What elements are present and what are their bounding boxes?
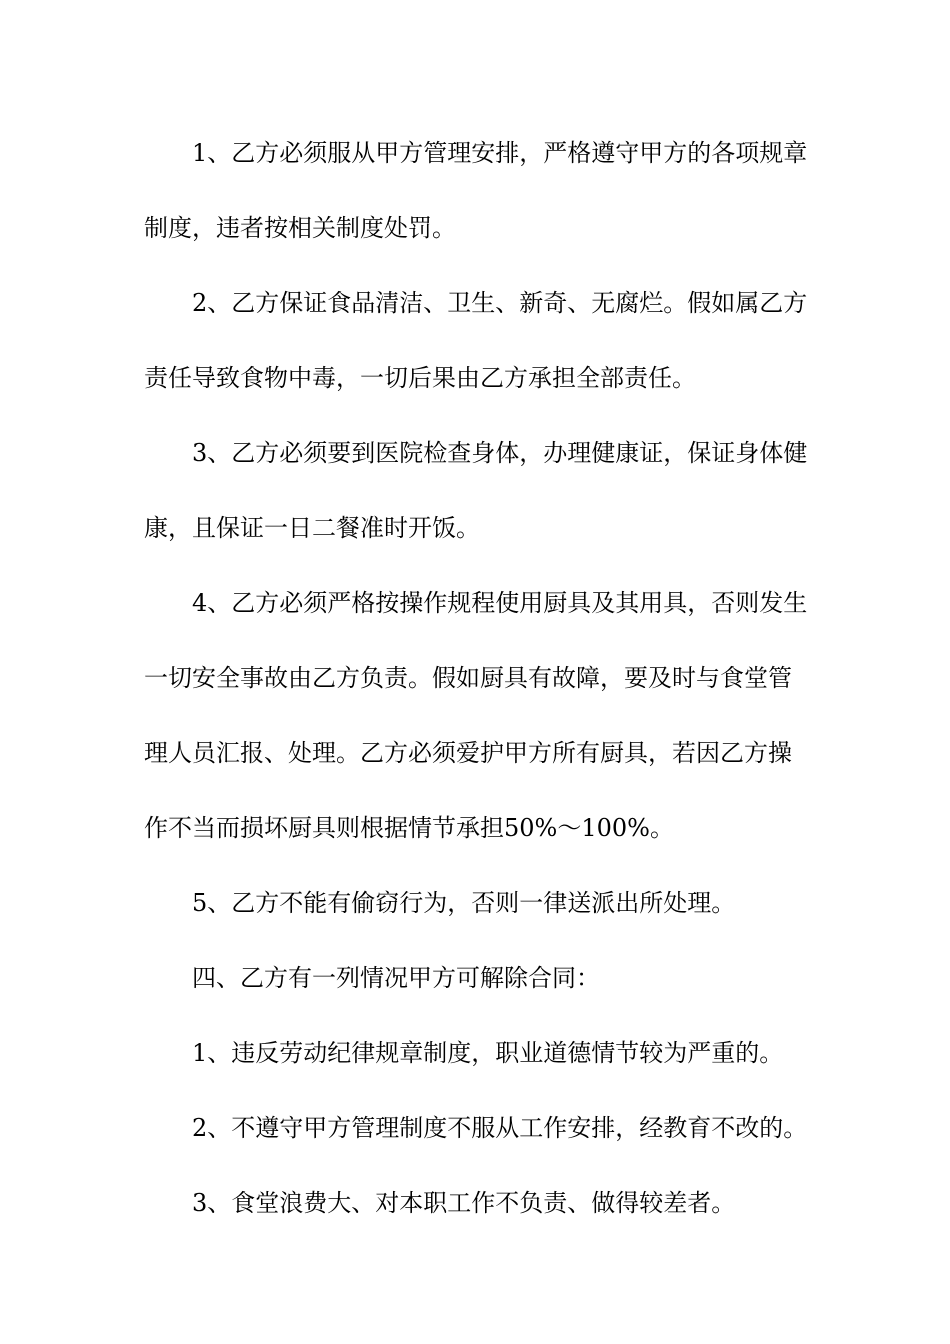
clause-4-line-1: 4、乙方必须严格按操作规程使用厨具及其用具，否则发生: [192, 589, 808, 617]
clause-3-line-1: 3、乙方必须要到医院检查身体，办理健康证，保证身体健: [192, 439, 808, 467]
clause-2-line-1: 2、乙方保证食品清洁、卫生、新奇、无腐烂。假如属乙方: [192, 289, 808, 317]
clause-2-line-2: 责任导致食物中毒，一切后果由乙方承担全部责任。: [144, 364, 696, 392]
clause-4-line-2: 一切安全事故由乙方负责。假如厨具有故障，要及时与食堂管: [144, 664, 792, 692]
clause-1-line-1: 1、乙方必须服从甲方管理安排，严格遵守甲方的各项规章: [192, 139, 808, 167]
termination-item-1: 1、违反劳动纪律规章制度，职业道德情节较为严重的。: [192, 1039, 784, 1067]
section-heading: 四、乙方有一列情况甲方可解除合同：: [192, 964, 600, 992]
clause-5-line-1: 5、乙方不能有偷窃行为，否则一律送派出所处理。: [192, 889, 736, 917]
clause-4-line-4: 作不当而损坏厨具则根据情节承担50%～100%。: [144, 814, 674, 842]
termination-item-2: 2、不遵守甲方管理制度不服从工作安排，经教育不改的。: [192, 1114, 808, 1142]
clause-4-line-3: 理人员汇报、处理。乙方必须爱护甲方所有厨具，若因乙方操: [144, 739, 792, 767]
termination-item-3: 3、食堂浪费大、对本职工作不负责、做得较差者。: [192, 1189, 736, 1217]
clause-1-line-2: 制度，违者按相关制度处罚。: [144, 214, 456, 242]
clause-3-line-2: 康，且保证一日二餐准时开饭。: [144, 514, 480, 542]
